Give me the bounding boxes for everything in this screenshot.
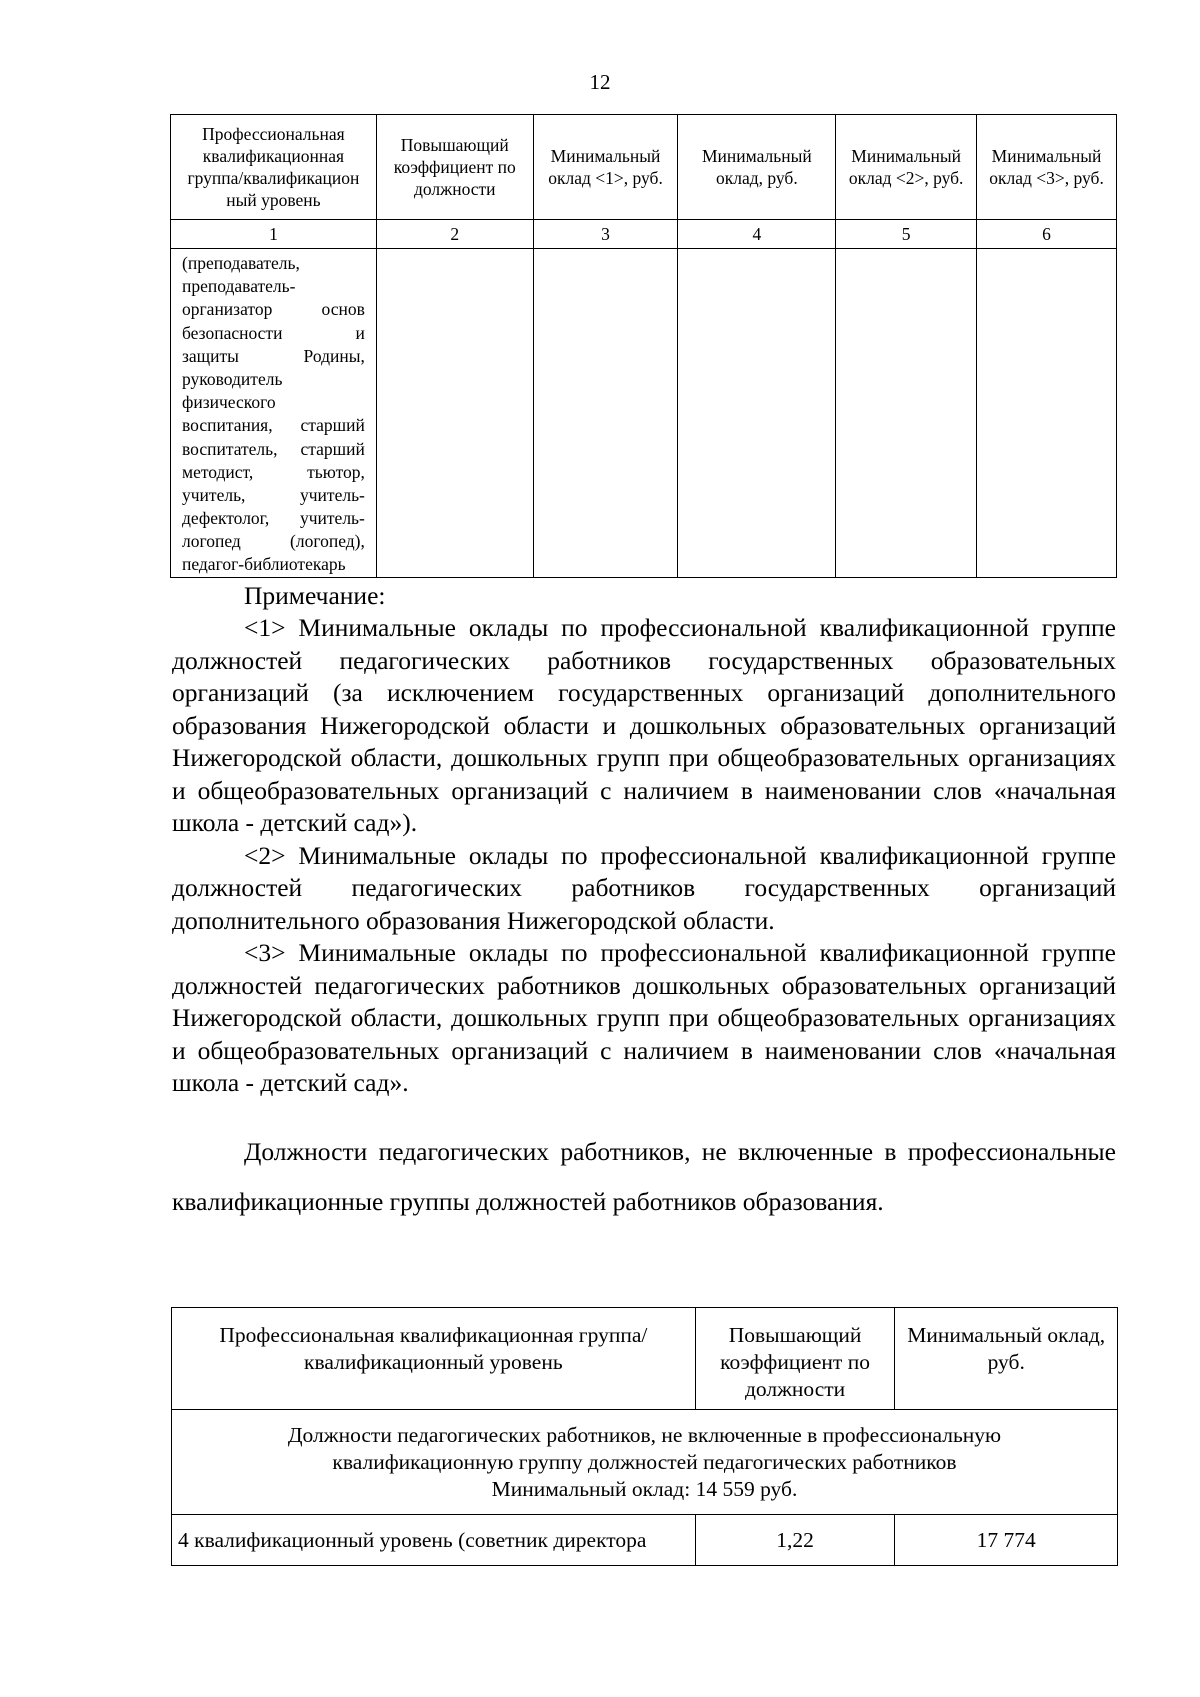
salary-value: 17 774	[895, 1515, 1118, 1566]
coefficient-value: 1,22	[695, 1515, 895, 1566]
column-number: 3	[533, 220, 678, 249]
header-qualification-group: Профессиональная квалификационная группа/квалификационный уровень	[172, 1308, 696, 1410]
positions-line: логопед (логопед),	[182, 531, 365, 552]
empty-cell	[376, 249, 533, 578]
qualification-level: 4 квалификационный уровень (советник директора	[172, 1515, 696, 1566]
empty-cell	[977, 249, 1117, 578]
header-qualification-group: Профессиональная квалификационная группа/квалификацион ный уровень	[171, 115, 377, 220]
positions-line: методист, тьютор,	[182, 461, 365, 482]
salary-table-continued	[170, 114, 1117, 578]
group-title-line: квалификационную группу должностей педагогических работников	[332, 1450, 957, 1474]
column-number: 5	[836, 220, 977, 249]
group-row	[172, 1410, 1118, 1515]
group-cell	[172, 1410, 1118, 1515]
table-header-row	[171, 115, 1117, 220]
positions-line: преподаватель-	[182, 276, 296, 297]
positions-line: воспитания, старший	[182, 415, 365, 436]
note-item-3: <3> Минимальные оклады по профессиональной квалификационной группе должностей педагогических работников дошкольных образовательных организаций Нижегородской области, дошкольных групп при общеобразовательных организациях и общеобразовательных организаций с наличием в наименовании слов «начальная школа - детский сад».	[172, 938, 1116, 1097]
table-header-row	[172, 1308, 1118, 1410]
positions-line: педагог-библиотекарь	[182, 554, 346, 575]
note-body	[172, 612, 1116, 1100]
header-min-salary: Минимальный оклад, руб.	[895, 1308, 1118, 1410]
column-number: 2	[376, 220, 533, 249]
positions-line: организатор основ	[182, 299, 365, 320]
group-min-salary: Минимальный оклад: 14 559 руб.	[491, 1477, 798, 1501]
empty-cell	[678, 249, 836, 578]
empty-cell	[836, 249, 977, 578]
page-number: 12	[589, 70, 611, 94]
other-positions-table	[171, 1307, 1118, 1566]
section-heading: Должности педагогических работников, не включенные в профессиональные квалификационные группы должностей работников образования.	[172, 1137, 1116, 1216]
group-title-line: Должности педагогических работников, не включенные в профессиональную	[287, 1423, 1002, 1447]
positions-line: защиты Родины,	[182, 345, 365, 366]
note-title: Примечание:	[244, 581, 386, 610]
positions-line: физического	[182, 392, 276, 413]
note-item-1: <1> Минимальные оклады по профессиональной квалификационной группе должностей педагогических работников государственных образовательных организаций (за исключением государственных организаций дополнительного образования Нижегородской области и дошкольных образовательных организаций Нижегородской области, дошкольных групп при общеобразовательных организациях и общеобразовательных организаций с наличием в наименовании слов «начальная школа - детский сад»).	[172, 613, 1116, 837]
positions-line: безопасности и	[182, 322, 365, 343]
header-min-salary: Минимальный оклад, руб.	[678, 115, 836, 220]
column-number-row	[171, 220, 1117, 249]
header-coefficient: Повышающий коэффициент по должности	[695, 1308, 895, 1410]
positions-line: руководитель	[182, 368, 283, 389]
note-item-2: <2> Минимальные оклады по профессиональной квалификационной группе должностей педагогических работников государственных организаций дополнительного образования Нижегородской области.	[172, 840, 1116, 935]
empty-cell	[533, 249, 678, 578]
header-min-salary-2: Минимальный оклад <2>, руб.	[836, 115, 977, 220]
header-coefficient: Повышающий коэффициент по должности	[376, 115, 533, 220]
header-min-salary-1: Минимальный оклад <1>, руб.	[533, 115, 678, 220]
table-row	[171, 249, 1117, 578]
positions-cell	[171, 249, 377, 578]
positions-line: учитель, учитель-	[182, 484, 365, 505]
positions-line: воспитатель, старший	[182, 438, 365, 459]
positions-line: дефектолог, учитель-	[182, 508, 365, 529]
column-number: 4	[678, 220, 836, 249]
column-number: 6	[977, 220, 1117, 249]
column-number: 1	[171, 220, 377, 249]
header-min-salary-3: Минимальный оклад <3>, руб.	[977, 115, 1117, 220]
positions-line: (преподаватель,	[182, 253, 300, 273]
table-row	[172, 1515, 1118, 1566]
